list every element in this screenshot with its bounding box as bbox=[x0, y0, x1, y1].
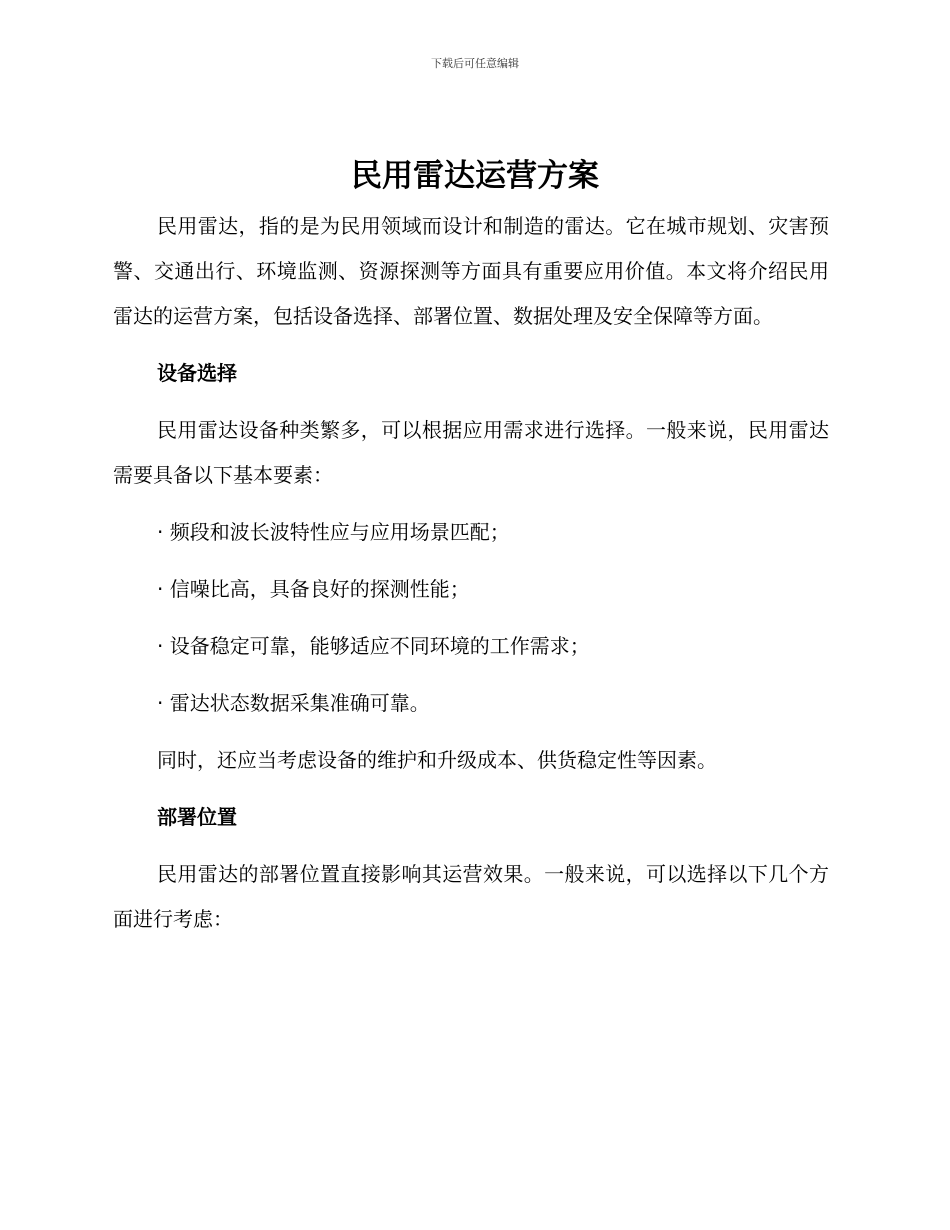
equipment-paragraph: 民用雷达设备种类繁多，可以根据应用需求进行选择。一般来说，民用雷达需要具备以下基本要素： bbox=[113, 418, 829, 487]
list-item: · 频段和波长波特性应与应用场景匹配； bbox=[157, 520, 510, 544]
section-heading-equipment: 设备选择 bbox=[157, 361, 237, 385]
page-header-note: 下载后可任意编辑 bbox=[431, 57, 519, 70]
document-title: 民用雷达运营方案 bbox=[351, 158, 599, 194]
deployment-paragraph: 民用雷达的部署位置直接影响其运营效果。一般来说，可以选择以下几个方面进行考虑： bbox=[113, 862, 829, 931]
list-item: · 雷达状态数据采集准确可靠。 bbox=[157, 691, 430, 715]
list-item: · 设备稳定可靠，能够适应不同环境的工作需求； bbox=[157, 634, 590, 658]
intro-paragraph: 民用雷达，指的是为民用领域而设计和制造的雷达。它在城市规划、灾害预警、交通出行、环境监测、资源探测等方面具有重要应用价值。本文将介绍民用雷达的运营方案，包括设备选择、部署位置、数据处理及安全保障等方面。 bbox=[113, 214, 829, 328]
equipment-closing-paragraph: 同时，还应当考虑设备的维护和升级成本、供货稳定性等因素。 bbox=[157, 748, 717, 772]
document-body bbox=[113, 204, 829, 942]
list-item: · 信噪比高，具备良好的探测性能； bbox=[157, 577, 470, 601]
section-heading-deployment: 部署位置 bbox=[157, 805, 237, 829]
